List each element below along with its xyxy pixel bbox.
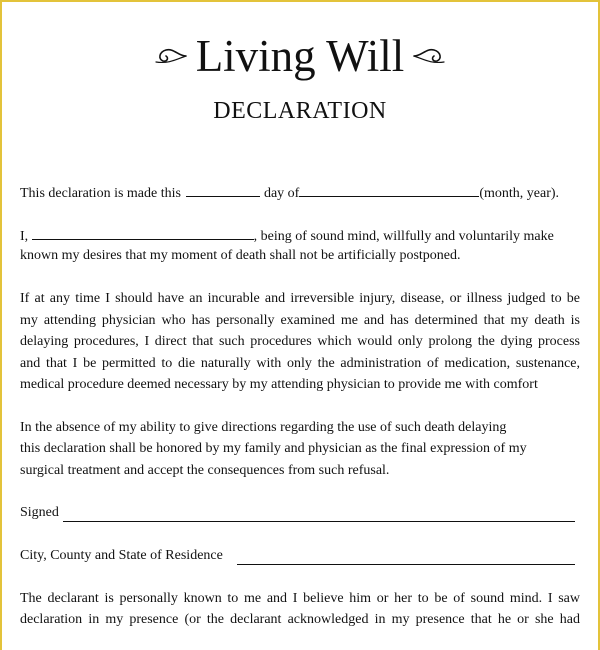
residence-line	[20, 548, 580, 565]
paragraph2-line: my attending physician who has personally examined me and has determined that my death is	[20, 313, 580, 328]
paragraph4-line: declaration in my presence (or the declarant acknowledged in my presence that he or she had	[20, 612, 580, 627]
declarant-name-blank[interactable]	[32, 227, 254, 240]
paragraph2-line: delaying procedures, I direct that such procedures which would only prolong the dying process	[20, 334, 580, 349]
document-title: Living Will	[195, 30, 405, 81]
declarant-suffix: , being of sound mind, willfully and voluntarily make	[253, 229, 554, 244]
residence-blank[interactable]	[237, 552, 575, 565]
paragraph2-line: and that I be permitted to die naturally with only the administration of medication, sustenance,	[20, 356, 580, 371]
left-flourish-icon	[152, 44, 188, 68]
paragraph4-line: The declarant is personally known to me and I believe him or her to be of sound mind. I saw	[20, 591, 580, 606]
declaration-suffix: (month, year).	[479, 186, 560, 201]
paragraph3-line: surgical treatment and accept the consequences from such refusal.	[20, 463, 390, 478]
declarant-prefix: I,	[20, 229, 29, 244]
title-row	[0, 26, 600, 86]
paragraph1-line2: known my desires that my moment of death shall not be artificially postponed.	[20, 248, 461, 263]
signature-blank[interactable]	[63, 509, 575, 522]
residence-label: City, County and State of Residence	[20, 548, 223, 563]
declaration-middle: day of	[263, 186, 300, 201]
paragraph3-line: In the absence of my ability to give directions regarding the use of such death delaying	[20, 420, 507, 435]
declaration-date-line	[20, 184, 580, 203]
declaration-prefix: This declaration is made this	[20, 186, 181, 201]
signed-label: Signed	[20, 505, 59, 520]
paragraph2-line: If at any time I should have an incurable and irreversible injury, disease, or illness judged to be	[20, 291, 580, 306]
document-subtitle: DECLARATION	[213, 98, 387, 124]
signed-line	[20, 505, 580, 522]
paragraph2-line: medical procedure deemed necessary by my attending physician to provide me with comfort	[20, 377, 538, 392]
day-blank[interactable]	[186, 184, 260, 197]
month-year-blank[interactable]	[299, 184, 479, 197]
declarant-name-line	[20, 227, 580, 246]
paragraph3-line: this declaration shall be honored by my family and physician as the final expression of my	[20, 441, 527, 456]
right-flourish-icon	[412, 44, 448, 68]
